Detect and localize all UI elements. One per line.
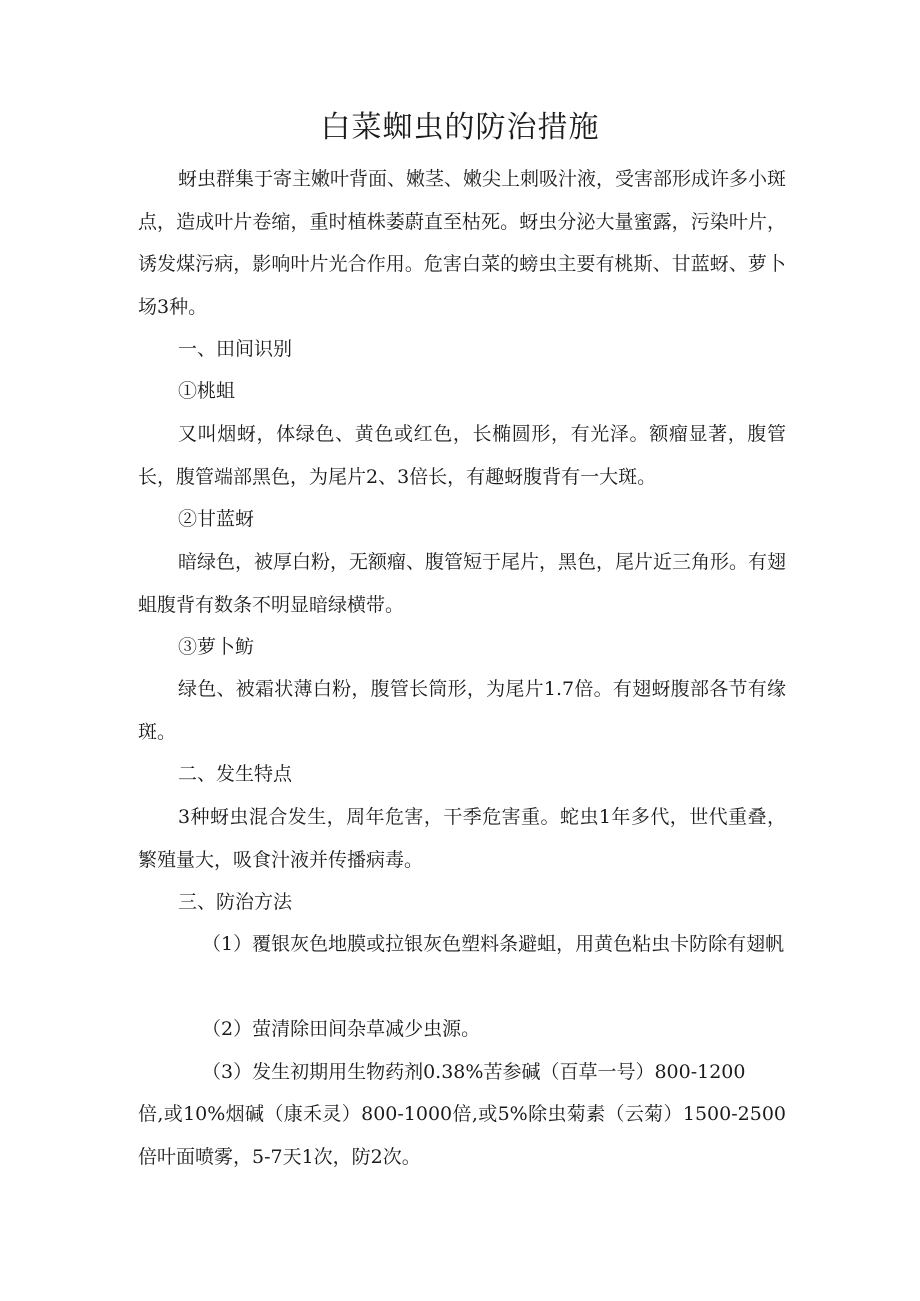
intro-paragraph: 蚜虫群集于寄主嫩叶背面、嫩茎、嫩尖上刺吸汁液，受害部形成许多小斑点，造成叶片卷缩，重时植株萎蔚直至枯死。蚜虫分泌大量蜜露，污染叶片，诱发煤污病，影响叶片光合作用。危害白菜的螃虫主要有桃斯、甘蓝蚜、萝卜场3种。 <box>138 168 787 318</box>
section-heading-occurrence: 二、发生特点 <box>178 763 293 785</box>
item-text-cabbage-aphid: 暗绿色，被厚白粉，无额瘤、腹管短于尾片，黑色，尾片近三角形。有翅蛆腹背有数条不明显暗绿横带。 <box>138 551 787 616</box>
method-item-3-line-2: 倍,或10%烟碱（康禾灵）800-1000倍,或5%除虫菊素（云菊）1500-2500倍叶面喷雾，5-7天1次，防2次。 <box>138 1103 786 1168</box>
method-item-3-line-1: （3）发生初期用生物药剂0.38%苦参碱（百草一号）800-1200 <box>202 1061 746 1083</box>
item-text-radish-aphid: 绿色、被霜状薄白粉，腹管长筒形，为尾片1.7倍。有翅蚜腹部各节有缘斑。 <box>138 678 786 743</box>
item-heading-cabbage-aphid: ②甘蓝蚜 <box>178 508 255 530</box>
section-heading-control: 三、防治方法 <box>178 891 293 913</box>
document-title: 白菜蜘虫的防治措施 <box>320 110 600 145</box>
item-heading-peach-aphid: ①桃蛆 <box>178 380 236 402</box>
item-heading-radish-aphid: ③萝卜鲂 <box>178 636 255 658</box>
item-text-peach-aphid: 又叫烟蚜，体绿色、黄色或红色，长椭圆形，有光泽。额瘤显著，腹管长，腹管端部黑色，为尾片2、3倍长，有趣蚜腹背有一大斑。 <box>138 423 786 488</box>
section-text-occurrence: 3种蚜虫混合发生，周年危害，干季危害重。蛇虫1年多代，世代重叠，繁殖量大，吸食汁液并传播病毒。 <box>138 806 786 871</box>
section-heading-identification: 一、田间识别 <box>178 338 293 360</box>
method-item-2: （2）萤清除田间杂草减少虫源。 <box>202 1018 481 1040</box>
method-item-1: （1）覆银灰色地膜或拉银灰色塑料条避蛆，用黄色粘虫卡防除有翅帆 <box>202 933 785 955</box>
